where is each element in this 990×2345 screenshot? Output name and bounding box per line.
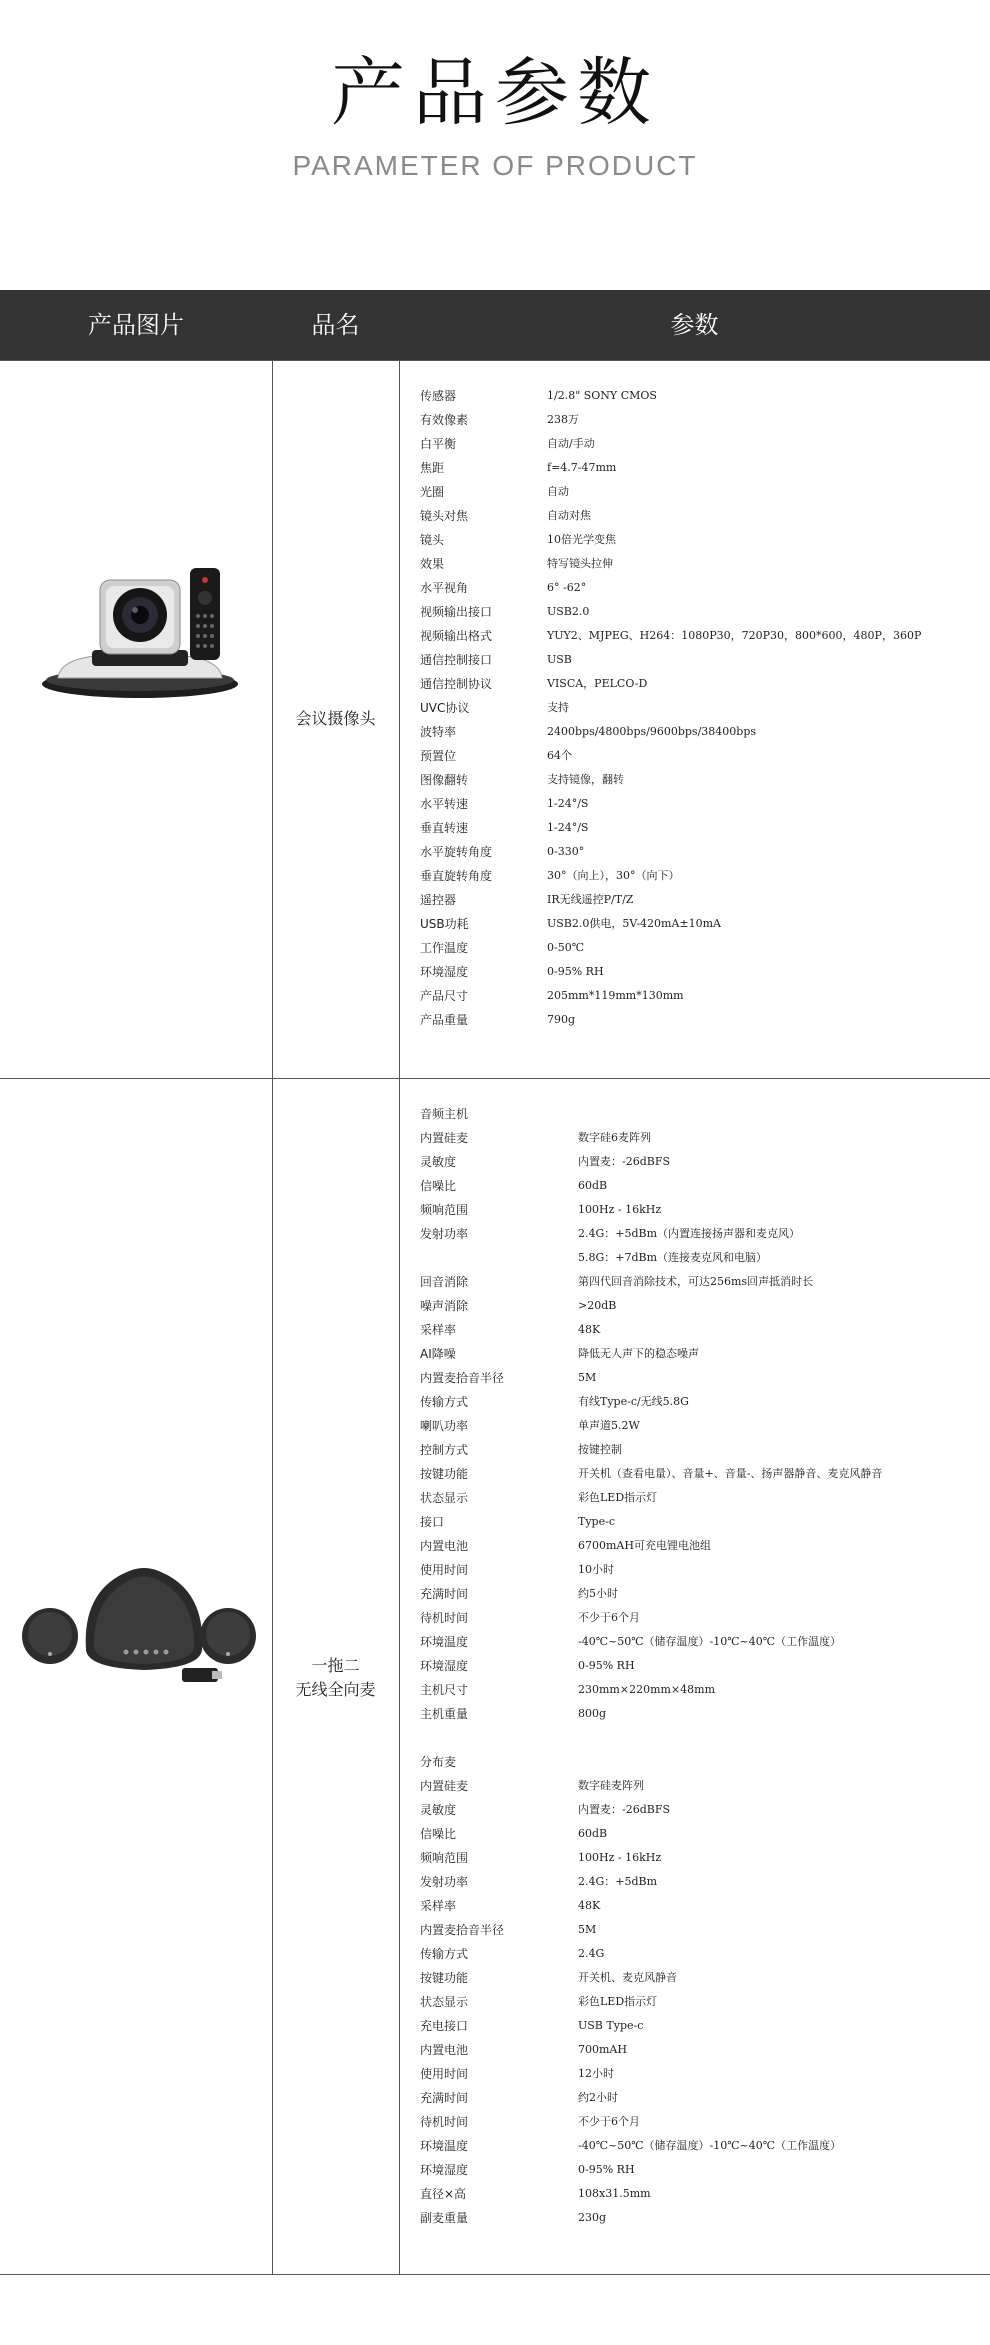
spec-value: 彩色LED指示灯 [578,1995,658,2008]
spec-key: 内置麦拾音半径 [420,1923,505,1937]
spec-key: 镜头 [420,533,445,547]
spec-key: 镜头对焦 [420,509,469,523]
spec-value: 彩色LED指示灯 [578,1491,658,1504]
spec-key: 有效像素 [420,413,469,427]
camera-product-image [40,560,240,700]
spec-value: 0-95% RH [547,965,604,978]
spec-value: 48K [578,1323,601,1336]
spec-key: 传输方式 [420,1395,469,1409]
spec-value: 内置麦：-26dBFS [578,1155,671,1168]
spec-value: 60dB [578,1827,608,1840]
spec-value: 108x31.5mm [578,2187,651,2200]
spec-value: 6° -62° [547,581,587,594]
spec-value: 支持镜像，翻转 [547,773,624,786]
spec-row [420,576,980,600]
spec-value: 降低无人声下的稳态噪声 [578,1347,699,1360]
spec-value: Type-c [578,1515,615,1528]
spec-key: 频响范围 [420,1203,469,1217]
spec-value: 5M [578,1371,597,1384]
speaker-name-line2: 无线全向麦 [295,1680,376,1699]
spec-value: 238万 [547,413,579,426]
spec-value: 10倍光学变焦 [547,533,616,546]
spec-value: 2400bps/4800bps/9600bps/38400bps [547,725,757,738]
spec-key: 回音消除 [420,1275,469,1289]
spec-key: 按键功能 [420,1467,469,1481]
spec-value: 约2小时 [578,2091,618,2104]
spec-value: 单声道5.2W [578,1419,640,1432]
spec-key: 信噪比 [420,1827,457,1841]
spec-value: 48K [578,1899,601,1912]
spec-value: 自动对焦 [547,509,591,522]
spec-key: 副麦重量 [420,2211,469,2225]
spec-key: 接口 [420,1515,445,1529]
spec-row [420,2182,980,2206]
spec-key: 水平视角 [420,581,469,595]
spec-key: 环境湿度 [420,2163,469,2177]
spec-key: 充满时间 [420,2091,469,2105]
ptz-camera-icon [40,560,240,700]
spec-value: 230mm×220mm×48mm [578,1683,716,1696]
spec-value: 1/2.8" SONY CMOS [547,389,657,402]
spec-row [420,1342,980,1366]
table-row-speaker [0,1078,990,2275]
spec-value: 30°（向上），30°（向下） [547,869,680,882]
spec-row [420,1294,980,1318]
spec-value: 数字硅麦阵列 [578,1779,644,1792]
spec-key: 通信控制协议 [420,677,493,691]
spec-value: USB2.0 [547,605,590,618]
spec-row [420,1390,980,1414]
spec-key: 垂直旋转角度 [420,869,493,883]
spec-key: 采样率 [420,1899,457,1913]
spec-value: 1-24°/S [547,797,589,810]
spec-row [420,1654,980,1678]
spec-key: 噪声消除 [420,1299,469,1313]
page-subtitle: PARAMETER OF PRODUCT [292,150,698,181]
spec-key: 水平转速 [420,797,469,811]
spec-key: 发射功率 [420,1227,469,1241]
spec-value: 10小时 [578,1563,614,1576]
spec-key: USB功耗 [420,917,469,931]
spec-key: 待机时间 [420,2115,469,2129]
spec-key: 信噪比 [420,1179,457,1193]
spec-key: 环境温度 [420,2139,469,2153]
spec-key: 遥控器 [420,893,457,907]
spec-key: 按键功能 [420,1971,469,1985]
spec-row [420,1942,980,1966]
camera-product-name: 会议摄像头 [295,709,376,728]
spec-row [420,2014,980,2038]
spec-value: -40℃~50℃（储存温度）-10℃~40℃（工作温度） [578,1635,842,1648]
spec-row [420,408,980,432]
spec-row [420,1918,980,1942]
spec-row [420,384,980,408]
spec-row [420,648,980,672]
spec-key: 通信控制接口 [420,653,493,667]
spec-row [420,1198,980,1222]
spec-row [420,1702,980,1726]
spec-key: 波特率 [420,725,457,739]
spec-value: 数字硅6麦阵列 [578,1131,651,1144]
spec-row [420,1894,980,1918]
spec-row [420,1558,980,1582]
spec-row [420,1510,980,1534]
spec-row [420,1630,980,1654]
spec-value: 有线Type-c/无线5.8G [578,1395,689,1408]
spec-value: 1-24°/S [547,821,589,834]
spec-value: 0-95% RH [578,1659,635,1672]
spec-key: 垂直转速 [420,821,469,835]
spec-row [420,1462,980,1486]
spec-row [420,480,980,504]
spec-key: UVC协议 [420,701,470,715]
spec-value: 自动 [547,485,569,498]
spec-key: 主机尺寸 [420,1683,469,1697]
spec-key: 发射功率 [420,1875,469,1889]
spec-row [420,1582,980,1606]
spec-row [420,1822,980,1846]
spec-row [420,1222,980,1246]
spec-key: 灵敏度 [420,1803,457,1817]
spec-key: 状态显示 [420,1491,469,1505]
spec-row [420,1606,980,1630]
spec-row [420,768,980,792]
mic-section-title: 分布麦 [420,1755,457,1769]
spec-value: 100Hz - 16kHz [578,1203,662,1216]
speaker-product-image [14,1548,264,1688]
spec-row [420,888,980,912]
spec-row [420,936,980,960]
table-header [0,290,990,360]
spec-row [420,456,980,480]
spec-row [420,2110,980,2134]
spec-key: 内置硅麦 [420,1131,469,1145]
spec-row [420,1966,980,1990]
spec-key: 待机时间 [420,1611,469,1625]
spec-key: 直径×高 [420,2187,467,2201]
spec-key: 工作温度 [420,941,469,955]
spec-value: f=4.7-47mm [547,461,617,474]
spec-key: 使用时间 [420,2067,469,2081]
spec-key: AI降噪 [420,1347,456,1361]
spec-row [420,2134,980,2158]
spec-value: 特写镜头拉伸 [547,557,613,570]
spec-row [420,912,980,936]
spec-row [420,600,980,624]
spec-row [420,2038,980,2062]
spec-value: 自动/手动 [547,437,595,450]
spec-value: 12小时 [578,2067,614,2080]
spec-row [420,1150,980,1174]
column-header-params: 参数 [670,311,719,339]
table-row-camera [0,360,990,1078]
spec-row [420,744,980,768]
spec-value: 内置麦：-26dBFS [578,1803,671,1816]
spec-key: 充电接口 [420,2019,469,2033]
spec-value: 开关机、麦克风静音 [578,1971,677,1984]
spec-row [420,1534,980,1558]
spec-row [420,2206,980,2230]
spec-value: 2.4G：+5dBm（内置连接扬声器和麦克风） [578,1227,801,1240]
spec-key: 光圈 [420,485,445,499]
spec-row [420,1438,980,1462]
spec-key: 内置电池 [420,2043,469,2057]
page-title: 产品参数 [331,50,659,136]
spec-value: 0-95% RH [578,2163,635,2176]
spec-value: 64个 [547,749,572,762]
spec-value: USB Type-c [578,2019,644,2032]
host-spec-list [420,1126,980,1726]
spec-value: 230g [578,2211,607,2224]
spec-row [420,792,980,816]
spec-value: 不少于6个月 [578,2115,640,2128]
spec-row [420,672,980,696]
spec-row [420,504,980,528]
spec-key: 环境温度 [420,1635,469,1649]
spec-key: 白平衡 [420,437,457,451]
spec-row [420,1126,980,1150]
spec-value: -40℃~50℃（储存温度）-10℃~40℃（工作温度） [578,2139,842,2152]
spec-value: 0-50℃ [547,941,585,954]
spec-value: 6700mAH可充电锂电池组 [578,1539,711,1552]
spec-key: 使用时间 [420,1563,469,1577]
host-section-title: 音频主机 [420,1107,469,1121]
spec-value: 800g [578,1707,607,1720]
spec-key: 传感器 [420,389,457,403]
spec-key: 焦距 [420,461,445,475]
spec-row [420,816,980,840]
spec-row [420,1414,980,1438]
spec-key: 效果 [420,557,445,571]
spec-value: 不少于6个月 [578,1611,640,1624]
spec-table [0,290,990,2275]
column-header-name: 品名 [311,311,360,339]
spec-value: 5M [578,1923,597,1936]
spec-row [420,2158,980,2182]
mic-spec-list [420,1774,980,2230]
spec-row [420,1270,980,1294]
spec-value: 790g [547,1013,576,1026]
spec-value: >20dB [578,1299,617,1312]
spec-key: 视频输出格式 [420,629,493,643]
spec-value: 约5小时 [578,1587,618,1600]
spec-key: 图像翻转 [420,773,469,787]
spec-row [420,960,980,984]
spec-key: 环境湿度 [420,1659,469,1673]
spec-value: 支持 [547,701,569,714]
speaker-product-name [272,1654,399,1702]
spec-row [420,1246,980,1270]
spec-value: 第四代回音消除技术，可达256ms回声抵消时长 [578,1275,814,1288]
spec-value: VISCA，PELCO-D [547,677,648,690]
spec-key: 预置位 [420,749,457,763]
spec-value: 2.4G [578,1947,605,1960]
spec-row [420,624,980,648]
spec-value: 205mm*119mm*130mm [547,989,684,1002]
spec-key: 状态显示 [420,1995,469,2009]
spec-row [420,864,980,888]
spec-key: 视频输出接口 [420,605,493,619]
spec-key: 环境湿度 [420,965,469,979]
spec-value: 100Hz - 16kHz [578,1851,662,1864]
spec-key: 产品尺寸 [420,989,469,1003]
spec-row [420,840,980,864]
spec-row [420,1008,980,1032]
spec-key: 传输方式 [420,1947,469,1961]
spec-row [420,1174,980,1198]
spec-value: USB [547,653,572,666]
spec-row [420,552,980,576]
spec-row [420,1846,980,1870]
spec-row [420,432,980,456]
spec-key: 主机重量 [420,1707,469,1721]
spec-value: 700mAH [578,2043,627,2056]
spec-row [420,1990,980,2014]
spec-key: 灵敏度 [420,1155,457,1169]
spec-row [420,984,980,1008]
spec-row [420,720,980,744]
spec-row [420,1678,980,1702]
column-header-image: 产品图片 [88,311,184,339]
spec-key: 内置硅麦 [420,1779,469,1793]
spec-row [420,528,980,552]
speaker-spec-list [420,1102,980,2230]
spec-value: 开关机（查看电量）、音量+、音量-、扬声器静音、麦克风静音 [578,1467,883,1480]
spec-value: IR无线遥控P/T/Z [547,893,634,906]
spec-value: 60dB [578,1179,608,1192]
spec-row [420,1870,980,1894]
spec-row [420,1486,980,1510]
spec-row [420,696,980,720]
spec-row [420,1366,980,1390]
spec-row [420,2062,980,2086]
spec-value: YUY2、MJPEG、H264：1080P30，720P30，800*600，480P，360P [547,629,922,642]
spec-key: 控制方式 [420,1443,469,1457]
spec-key: 频响范围 [420,1851,469,1865]
spec-row [420,1774,980,1798]
speakerphone-icon [14,1548,264,1688]
spec-key: 水平旋转角度 [420,845,493,859]
spec-key: 采样率 [420,1323,457,1337]
speaker-name-line1: 一拖二 [311,1656,360,1675]
spec-row [420,2086,980,2110]
spec-value: USB2.0供电，5V-420mA±10mA [547,917,721,930]
spec-key: 充满时间 [420,1587,469,1601]
spec-value: 5.8G：+7dBm（连接麦克风和电脑） [578,1251,768,1264]
spec-key: 产品重量 [420,1013,469,1027]
spec-value: 0-330° [547,845,585,858]
spec-row [420,1318,980,1342]
spec-row [420,1798,980,1822]
spec-key: 内置电池 [420,1539,469,1553]
spec-key: 喇叭功率 [420,1419,469,1433]
spec-value: 按键控制 [578,1443,622,1456]
spec-value: 2.4G：+5dBm [578,1875,658,1888]
spec-key: 内置麦拾音半径 [420,1371,505,1385]
camera-spec-list [420,384,980,1032]
